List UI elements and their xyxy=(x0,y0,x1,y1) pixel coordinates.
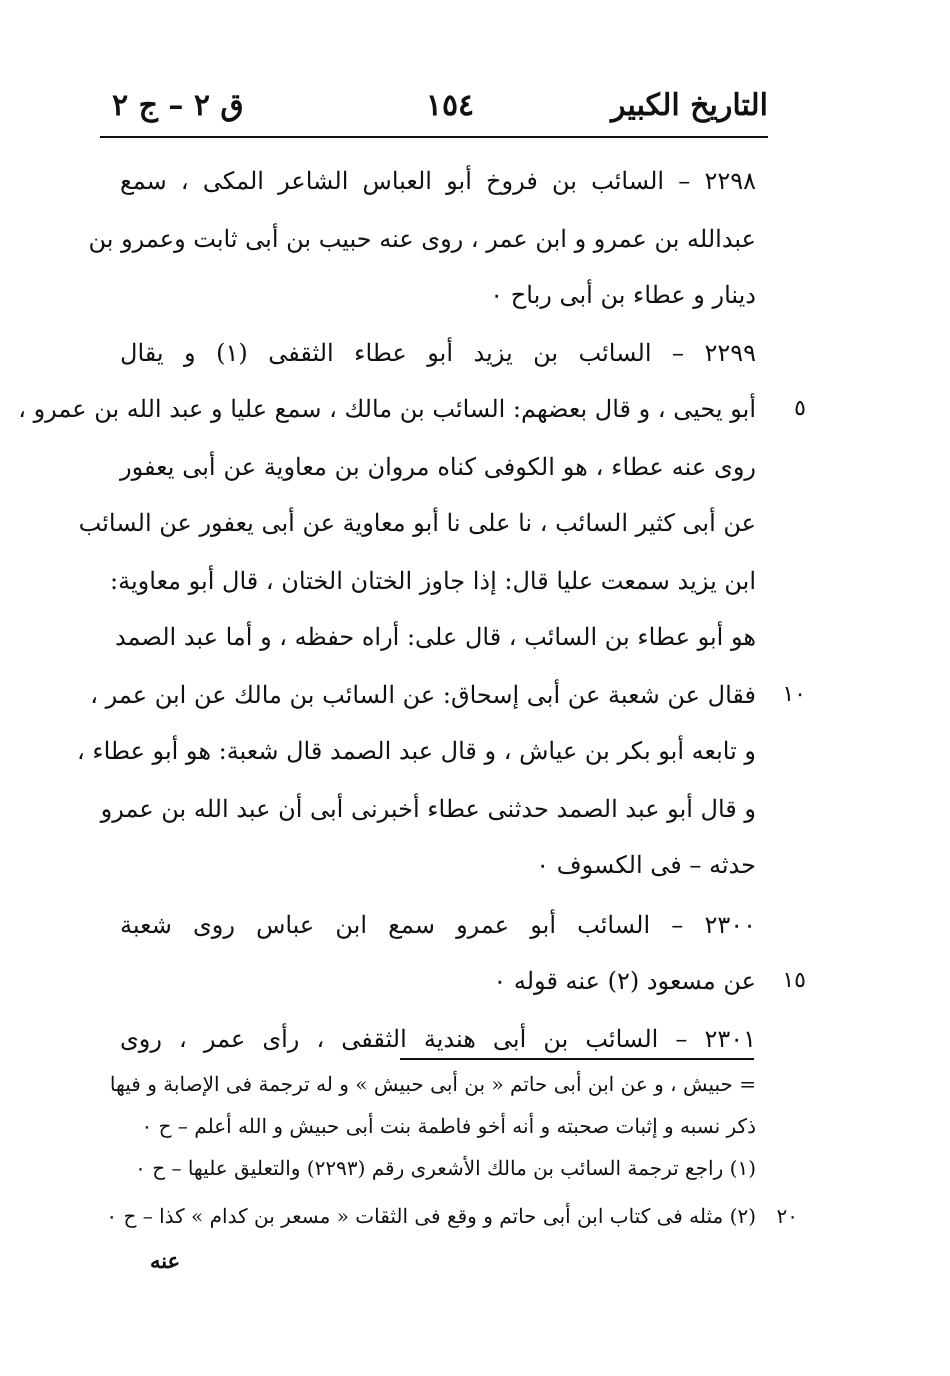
line-text: روى عنه عطاء ، هو الكوفى كناه مروان بن معاوية عن أبى يعفور xyxy=(120,453,756,481)
line-text: ٢٣٠٠ – السائب أبو عمرو سمع ابن عباس روى شعبة xyxy=(120,911,756,939)
header-rule xyxy=(100,136,768,138)
line-number: ١٥ xyxy=(782,968,806,993)
line-text: ابن يزيد سمعت عليا قال: إذا جاوز الختان الختان ، قال أبو معاوية: xyxy=(110,567,756,595)
text-line xyxy=(120,900,756,950)
footnote-text: ذكر نسبه و إثبات صحبته و أنه أخو فاطمة بنت أبى حبيش و الله أعلم – ح ٠ xyxy=(141,1114,756,1138)
text-line xyxy=(114,612,756,662)
text-line xyxy=(18,384,806,434)
text-line xyxy=(120,270,756,320)
line-text: أبو يحيى ، و قال بعضهم: السائب بن مالك ، سمع عليا و عبد الله بن عمرو ، xyxy=(18,395,756,423)
text-line xyxy=(100,784,756,834)
line-text: و قال أبو عبد الصمد حدثنى عطاء أخبرنى أبى أن عبد الله بن عمرو xyxy=(100,795,756,823)
footnote-line xyxy=(109,1066,756,1102)
footnote-rule xyxy=(400,1058,754,1060)
line-text: و تابعه أبو بكر بن عياش ، و قال عبد الصمد قال شعبة: هو أبو عطاء ، xyxy=(76,737,756,765)
footnote-text: (٢) مثله فى كتاب ابن أبى حاتم و وقع فى الثقات « مسعر بن كدام » كذا – ح ٠ xyxy=(106,1204,756,1228)
text-line xyxy=(88,214,756,264)
line-text: عن أبى كثير السائب ، نا على نا أبو معاوية عن أبى يعفور عن السائب xyxy=(78,509,756,537)
line-number: ٢٠ xyxy=(776,1204,798,1228)
text-line xyxy=(120,328,756,378)
text-line xyxy=(110,556,756,606)
text-line xyxy=(76,726,756,776)
running-header xyxy=(100,88,768,128)
line-text: عن مسعود (٢) عنه قوله ٠ xyxy=(493,967,756,995)
text-line xyxy=(120,442,756,492)
volume-label: ق ٢ – ج ٢ xyxy=(112,88,244,123)
line-text: ٢٣٠١ – السائب بن أبى هندية الثقفى ، رأى عمر ، روى xyxy=(120,1025,756,1053)
text-line xyxy=(120,156,756,206)
text-line xyxy=(120,956,806,1006)
footnote-text: (١) راجع ترجمة السائب بن مالك الأشعرى رقم (٢٢٩٣) والتعليق عليها – ح ٠ xyxy=(135,1156,756,1180)
line-text: حدثه – فى الكسوف ٠ xyxy=(536,851,756,879)
book-title: التاريخ الكبير xyxy=(610,88,768,123)
line-text: ٢٢٩٨ – السائب بن فروخ أبو العباس الشاعر المكى ، سمع xyxy=(120,167,756,195)
catchword: عنه xyxy=(150,1248,181,1273)
line-number: ٥ xyxy=(794,396,806,421)
footnote-line xyxy=(126,1108,756,1144)
line-text: دينار و عطاء بن أبى رباح ٠ xyxy=(490,281,756,309)
line-text: هو أبو عطاء بن السائب ، قال على: أراه حفظه ، و أما عبد الصمد xyxy=(114,623,756,651)
footnote-line xyxy=(126,1150,756,1186)
text-line xyxy=(120,1014,756,1064)
footnote-line xyxy=(106,1198,798,1234)
page-number: ١٥٤ xyxy=(425,88,475,123)
text-line xyxy=(78,498,756,548)
text-line xyxy=(120,840,756,890)
text-line xyxy=(90,670,806,720)
footnote-text: = حبيش ، و عن ابن أبى حاتم « بن أبى حبيش » و له ترجمة فى الإصابة و فيها xyxy=(109,1072,756,1096)
line-text: عبدالله بن عمرو و ابن عمر ، روى عنه حبيب بن أبى ثابت وعمرو بن xyxy=(88,225,756,253)
line-number: ١٠ xyxy=(782,682,806,707)
line-text: ٢٢٩٩ – السائب بن يزيد أبو عطاء الثقفى (١) و يقال xyxy=(120,339,756,367)
line-text: فقال عن شعبة عن أبى إسحاق: عن السائب بن مالك عن ابن عمر ، xyxy=(90,681,756,709)
